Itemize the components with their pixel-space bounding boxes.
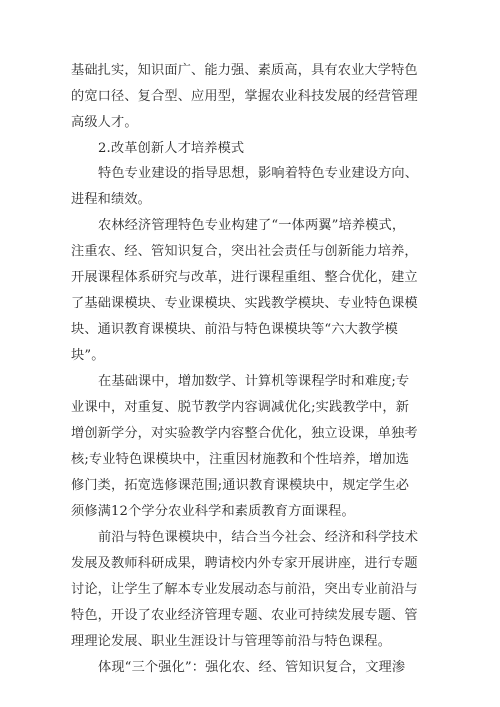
text-line: 的宽口径、复合型、应用型，掌握农业科技发展的经营管理 [71, 89, 418, 104]
text-line: 业课中，对重复、脱节教学内容调减优化;实践教学中，新 [71, 400, 410, 415]
text-line: 增创新学分，对实验教学内容整合优化，独立设课，单独考 [71, 426, 418, 441]
text-line: 前沿与特色课模块中，结合当今社会、经济和科学技术 [98, 530, 419, 545]
text-line: 进程和绩效。 [71, 192, 152, 207]
text-line: 在基础课中，增加数学、计算机等课程学时和难度;专 [98, 374, 410, 389]
text-line: 特色，开设了农业经济管理专题、农业可持续发展专题、管 [71, 608, 418, 623]
text-line: 须修满12个学分农业科学和素质教育方面课程。 [71, 504, 355, 519]
text-line: 特色专业建设的指导思想，影响着特色专业建设方向、 [98, 166, 419, 181]
text-line: 开展课程体系研究与改革，进行课程重组、整合优化，建立 [71, 270, 418, 285]
text-line: 注重农、经、管知识复合，突出社会责任与创新能力培养， [71, 244, 418, 259]
section-heading: 2.改革创新人才培养模式 [98, 141, 245, 156]
text-line: 讨论，让学生了解本专业发展动态与前沿，突出专业前沿与 [71, 582, 418, 597]
text-line: 体现“三个强化”：强化农、经、管知识复合，文理渗 [98, 660, 406, 675]
text-line: 块”。 [71, 348, 105, 363]
text-line: 块、通识教育课模块、前沿与特色课模块等“六大教学模 [71, 322, 398, 337]
text-line: 核;专业特色课模块中，注重因材施教和个性培养，增加选 [71, 452, 410, 467]
text-line: 理理论发展、职业生涯设计与管理等前沿与特色课程。 [71, 634, 392, 649]
text-line: 基础扎实，知识面广、能力强、素质高，具有农业大学特色 [71, 63, 418, 78]
text-line: 发展及教师科研成果，聘请校内外专家开展讲座，进行专题 [71, 556, 418, 571]
text-line: 农林经济管理特色专业构建了“一体两翼”培养模式， [98, 218, 406, 233]
text-line: 修门类，拓宽选修课范围;通识教育课模块中，规定学生必 [71, 478, 410, 493]
text-line: 高级人才。 [71, 115, 138, 130]
text-line: 了基础课模块、专业课模块、实践教学模块、专业特色课模 [71, 296, 418, 311]
